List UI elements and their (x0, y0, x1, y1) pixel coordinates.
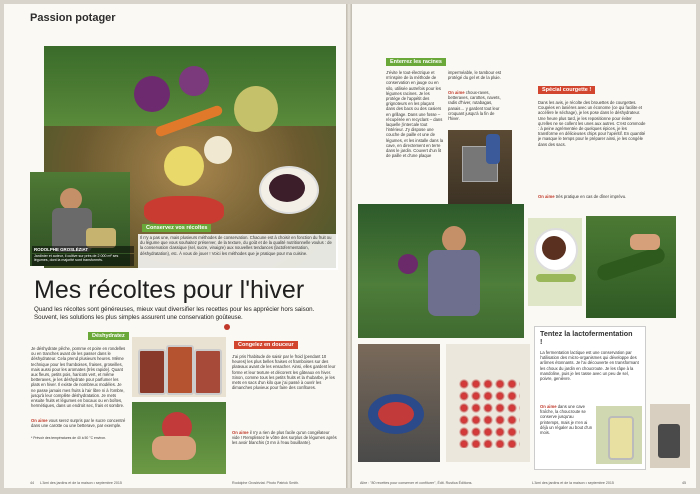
enterrez-text-2: imperméable, le tambour est protégé du gel et de la pluie. (448, 70, 502, 81)
congelez-text: J'ai pris l'habitude de saisir par le froid (pendant 10 heures) les plus belles fraises et framboises sur des plateaux avant de les ensacher. Ainsi, elles gardent leur forme et leur texture et décorent les gâteaux en hiver. Sinon, comme tous les petits fruits et la rhubarbe, je les mets en sacs d'un kilo que j'ai passé à ouvrir les dimanches pluvieux pour faire des confitures. (232, 354, 336, 391)
deshydratez-label: Déshydratez (88, 332, 129, 340)
courgette-text: Dans les avis, je récolte des brouettes de courgettes. Coupées en lanières avec un économe (ce qui facilite et accélère le séchage), je les pose dans le déshydrateur. Une heure plus tard, je les repositionne pour éviter qu'elles ne se collent les unes aux autres. C'est commode : à peine agrémentée de quelques épices, je les transforme en délicieuses chips pour l'apéritif. En quantité je masque le temps pour le préparer ainsi, je les congèle dans des sacs. (538, 100, 646, 147)
congelez-on-aime (232, 430, 338, 458)
gardener-caption-name: RODOLPHE GROSLÉZIAT (32, 246, 134, 253)
bullet-marker (224, 324, 230, 330)
on-aime-label: On aime (540, 404, 557, 409)
on-aime-label: On aime (31, 418, 48, 423)
photo-credit: Rodolphe Grosléziat. Photo Patrick Smith. (232, 481, 300, 485)
article-title: Mes récoltes pour l'hiver (34, 276, 305, 304)
courgette-chips-photo (528, 218, 582, 306)
on-aime-label: On aime (448, 90, 465, 95)
conserves-text: Il n'y a pas une, mais plusieurs méthodes de conservation. Chacune est à choisir en fonction du fruit ou du légume que vous souhaitez préserver, de la texture, du goût et de la qualité nutritionnelle voulus : de la conservation classique (sel, sucre, vinaigre) aux nouvelles tendances (lactofermentation, déshydratation), etc. À vous de jouer ! Voici les méthodes que je pratique pour ma cuisine. (138, 234, 338, 270)
left-page (4, 4, 346, 488)
deshydratez-footnote: * Prévoir des températures de 40 à 50 °C environ. (31, 436, 107, 440)
strawberries-tray-photo (446, 344, 530, 462)
courgette-harvest-photo (586, 216, 676, 318)
dried-fruit-jars-photo (132, 337, 226, 397)
gardener-caption-text: Jardinier et auteur, il cultive sur près de 2 000 m² ses légumes, dont la majorité sont transformés. (32, 254, 134, 266)
hand-peach-photo (132, 402, 226, 474)
on-aime-label: On aime (538, 194, 555, 199)
lacto-on-aime (540, 404, 594, 456)
sauerkraut-jar-photo (596, 406, 642, 464)
right-page-number: 45 (682, 481, 686, 485)
buried-crate-photo (448, 130, 512, 206)
enterrez-label: Enterrez les racines (386, 58, 446, 66)
kitchen-jars-photo (650, 404, 690, 468)
on-aime-text: dans une cave fraîche, la choucroute se conserve jusqu'au printemps, mais je n'en ai déjà un régaler au bout d'un mois. (540, 404, 593, 436)
article-intro: Quand les récoltes sont généreuses, mieux vaut diversifier les recettes pour les apprécier hors saison. Souvent, les solutions les plus simples assurent une conservation goûteuse. (34, 306, 315, 321)
on-aime-text: choux-raves, betteraves, carottes, navets, radis d'hiver, rutabagas, panais… y gardent tout leur croquant jusqu'à la fin de l'hiver. (448, 90, 501, 122)
enterrez-on-aime (448, 90, 506, 124)
on-aime-text: très pratique en cas de dîner imprévu. (555, 194, 627, 199)
deshydratez-on-aime (31, 418, 127, 434)
left-publication: L'Ami des jardins et de la maison • septembre 2015 (40, 481, 122, 485)
reading-reference: Alire : "80 recettes pour conserver et confiturer", Édit. Rustica Éditions. (360, 481, 473, 485)
gardener-garden-photo (358, 204, 524, 338)
on-aime-label: On aime (232, 430, 249, 435)
conserves-label: Conservez vos récoltes (142, 224, 211, 232)
lacto-text: La fermentation lactique est une conservation par l'utilisation des micro-organismes qui développe des arômes étonnants. Je l'ai découverte en transformant les choux du jardin en choucroute. Je les râpe à la mandoline, puis je les tasse avec un peu de sel, poivre, genièvre. (540, 350, 639, 382)
left-page-number: 44 (30, 481, 34, 485)
courgette-on-aime (538, 194, 646, 208)
lacto-title: Tentez la lactofermentation ! (540, 329, 633, 346)
right-page (352, 4, 696, 488)
section-header: Passion potager (30, 12, 116, 24)
congelez-label: Congelez en douceur (234, 341, 298, 349)
strawberry-bowls-photo (358, 344, 440, 462)
on-aime-text: il n'y a rien de plus facile qu'un congélateur vide ! Remplissez le vôtre des surplus de légumes après les avoir blanchis (3 mn à l'eau bouillante). (232, 430, 337, 446)
on-aime-text: vous serez surpris par le sucre concentré dans une carotte ou une betterave, par exemple. (31, 418, 126, 429)
courgette-label: Spécial courgette ! (538, 86, 595, 94)
enterrez-text: J'évite le tout-électrique et m'inspire de la méthode de conservation en jauge ou en silo, utilisée autrefois pour les légumes racines. Je les protège de l'appétit des grignoteurs en les plaçant dans des bacs ou des casiers en grillage. Dans une fosse – récupérée en recyclant – dans laquelle j'intercale tout l'intérieur. J'y dispose une couche de paille et une de légumes, et les installe dans la cave, en directement en terre dans le jardin. Couvert d'un lit de paille et d'une plaque (386, 70, 444, 159)
deshydratez-text: Je déshydrate pêche, pomme et poire en rondelles ou en tranches avant de les passer dans le déshydrateur. Cela prend plusieurs heures. Même technique pour les framboises, fraises, groseilles, mais aussi pour les aromates (très rapide). Quant aux fleurs, petits pois, haricots vert, et même betteraves, je les déshydrate pour parfumer les plats en hiver. Il existe de nombreux modèles. Je ne passe jamais mes fruits à l'air libre ni à l'ombre, jusqu'à leur complète déshydratation. Je mets ensuite fruits et légumes en bocaux ou en boîtes, hermétiques, dans un endroit sec, frais et sombre. (31, 346, 126, 409)
right-publication: L'Ami des jardins et de la maison • septembre 2015 (532, 481, 614, 485)
